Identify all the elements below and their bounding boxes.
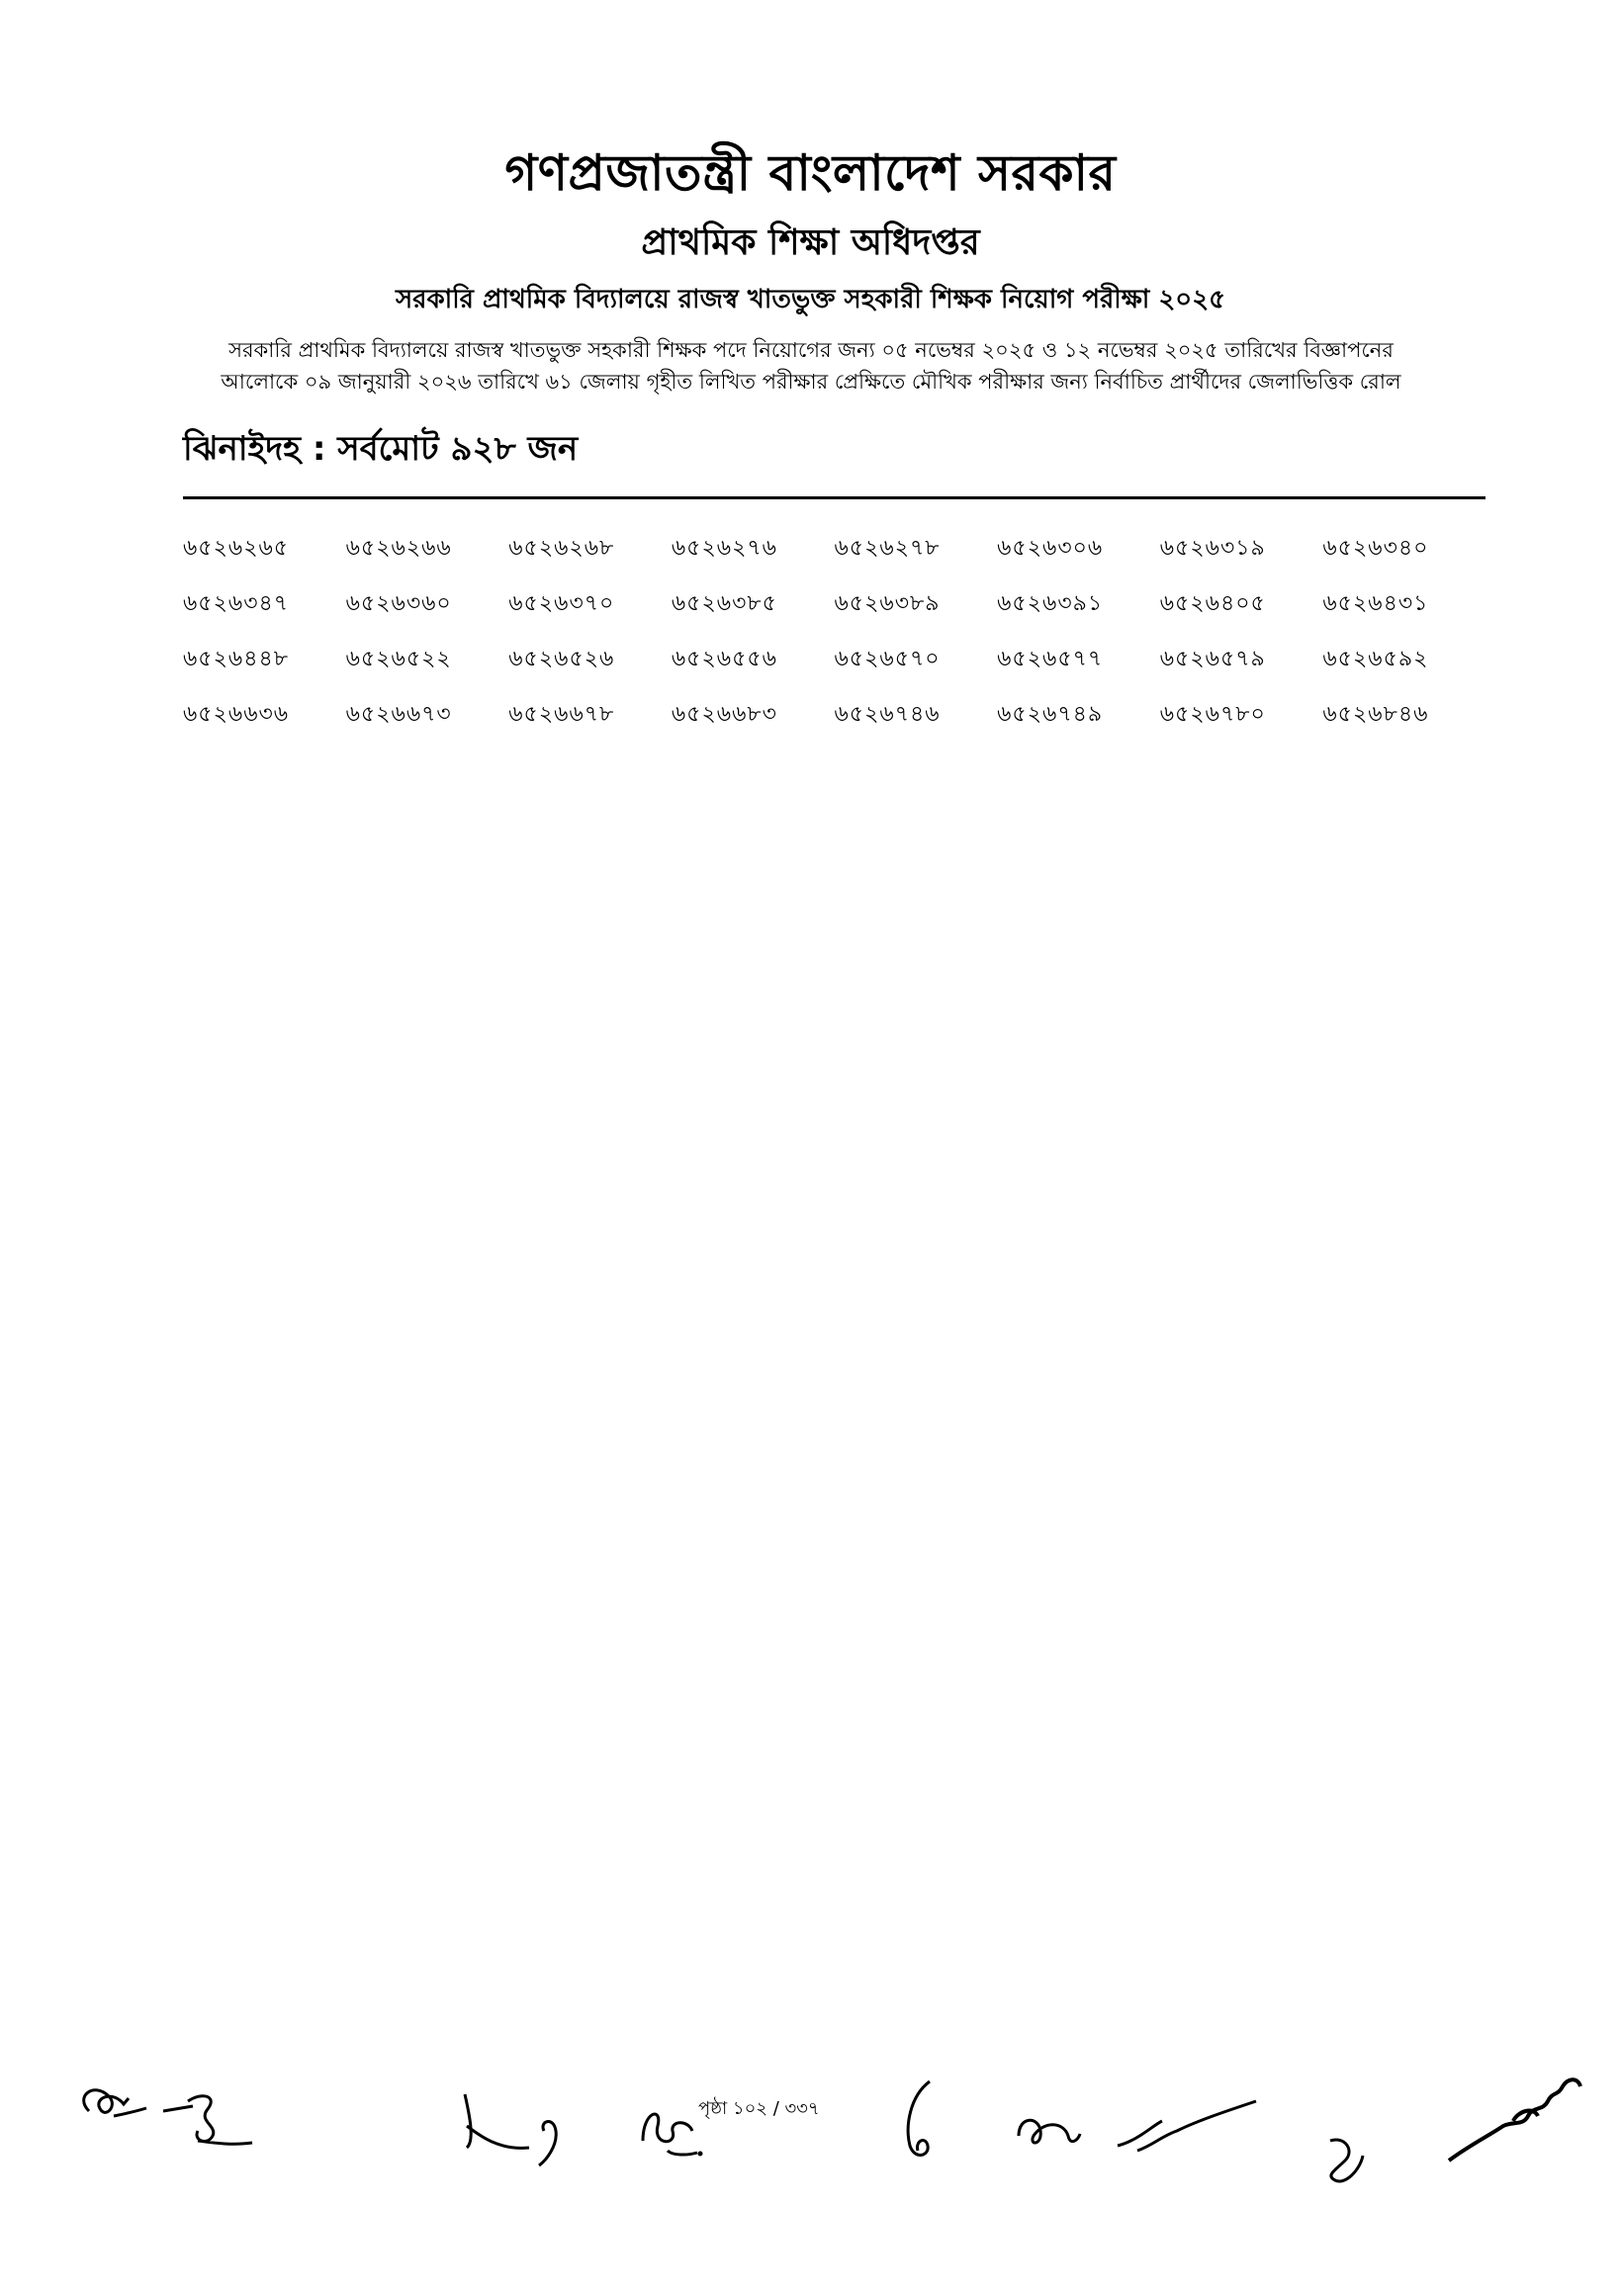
roll-number: ৬৫২৬৬৭৩ [345, 702, 452, 727]
roll-number: ৬৫২৬৮৪৬ [1322, 702, 1429, 727]
roll-row [183, 640, 1486, 695]
roll-number: ৬৫২৬৩৭০ [508, 591, 615, 616]
divider [183, 496, 1486, 499]
signature-9 [1444, 2067, 1592, 2175]
roll-number: ৬৫২৬৩৪০ [1322, 536, 1429, 561]
roll-number: ৬৫২৬৫২৬ [508, 647, 615, 671]
description [138, 334, 1484, 397]
roll-number: ৬৫২৬২৬৮ [508, 536, 615, 561]
roll-number: ৬৫২৬২৬৬ [345, 536, 452, 561]
roll-number: ৬৫২৬৫৭০ [834, 647, 941, 671]
roll-number: ৬৫২৬২৭৬ [671, 536, 777, 561]
roll-row [183, 529, 1486, 584]
signature-7 [1108, 2091, 1266, 2170]
roll-number: ৬৫২৬৩৪৭ [183, 591, 290, 616]
roll-number: ৬৫২৬৩৯১ [997, 591, 1104, 616]
roll-table [183, 529, 1486, 751]
government-title: গণপ্রজাতন্ত্রী বাংলাদেশ সরকার [504, 144, 1117, 202]
roll-number: ৬৫২৬৩৮৫ [671, 591, 777, 616]
roll-number: ৬৫২৬৪০৫ [1159, 591, 1266, 616]
signature-8 [1315, 2126, 1375, 2195]
roll-number: ৬৫২৬৬৩৬ [183, 702, 290, 727]
description-line-2: আলোকে ০৯ জানুয়ারী ২০২৬ তারিখে ৬১ জেলায় গৃহীত লিখিত পরীক্ষার প্রেক্ষিতে মৌখিক পরীক্ষার জন্য নির্বাচিত প্রার্থীদের জেলাভিত্তিক রোল [221, 370, 1401, 394]
signature-6 [1009, 2096, 1098, 2165]
roll-number: ৬৫২৬৫৭৯ [1159, 647, 1266, 671]
page-number: পৃষ্ঠা ১০২ / ৩৩৭ [698, 2098, 820, 2119]
roll-number: ৬৫২৬৩০৬ [997, 536, 1104, 561]
signature-5 [890, 2076, 979, 2175]
roll-number: ৬৫২৬৫২২ [345, 647, 452, 671]
roll-number: ৬৫২৬৬৭৮ [508, 702, 615, 727]
roll-row [183, 584, 1486, 640]
roll-number: ৬৫২৬৪৩১ [1322, 591, 1429, 616]
roll-number: ৬৫২৬৭৪৬ [834, 702, 941, 727]
roll-row [183, 695, 1486, 751]
signature-3 [455, 2086, 633, 2175]
roll-number: ৬৫২৬৩৮৯ [834, 591, 941, 616]
roll-number: ৬৫২৬৬৮৩ [671, 702, 777, 727]
roll-number: ৬৫২৬৭৮০ [1159, 702, 1266, 727]
roll-number: ৬৫২৬৭৪৯ [997, 702, 1104, 727]
roll-number: ৬৫২৬৫৭৭ [997, 647, 1104, 671]
roll-number: ৬৫২৬৫৫৬ [671, 647, 777, 671]
roll-number: ৬৫২৬৩৬০ [345, 591, 452, 616]
roll-number: ৬৫২৬৩১৯ [1159, 536, 1266, 561]
signature-2 [158, 2081, 267, 2161]
district-heading: ঝিনাইদহ : সর্বমোট ৯২৮ জন [183, 429, 579, 469]
roll-number: ৬৫২৬২৭৮ [834, 536, 941, 561]
exam-title: সরকারি প্রাথমিক বিদ্যালয়ে রাজস্ব খাতভুক্ত সহকারী শিক্ষক নিয়োগ পরীক্ষা ২০২৫ [396, 285, 1225, 314]
department-title: প্রাথমিক শিক্ষা অধিদপ্তর [641, 222, 980, 263]
description-line-1: সরকারি প্রাথমিক বিদ্যালয়ে রাজস্ব খাতভুক্ত সহকারী শিক্ষক পদে নিয়োগের জন্য ০৫ নভেম্বর ২০২৫ ও ১২ নভেম্বর ২০২৫ তারিখের বিজ্ঞাপনের [228, 338, 1394, 362]
roll-number: ৬৫২৬৪৪৮ [183, 647, 290, 671]
roll-number: ৬৫২৬২৬৫ [183, 536, 290, 561]
roll-number: ৬৫২৬৫৯২ [1322, 647, 1429, 671]
